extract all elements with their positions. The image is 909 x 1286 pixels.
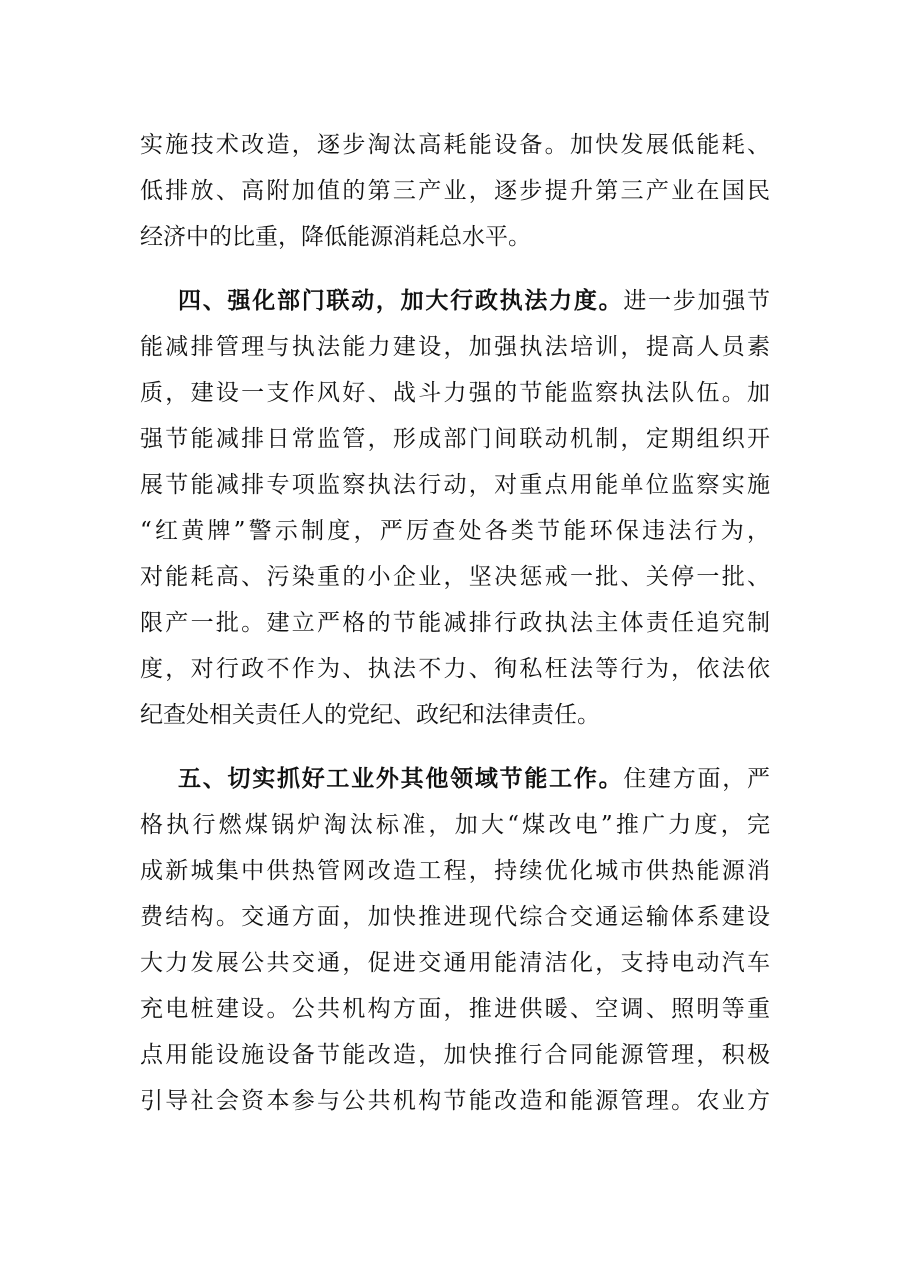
paragraph-line: 实施技术改造，逐步淘汰高耗能设备。加快发展低能耗、 (140, 132, 770, 158)
paragraph-line: 质，建设一支作风好、战斗力强的节能监察执法队伍。加 (140, 380, 770, 406)
paragraph-line: “红黄牌”警示制度，严厉查处各类节能环保违法行为， (140, 518, 770, 544)
paragraph-line: 低排放、高附加值的第三产业，逐步提升第三产业在国民 (140, 178, 770, 204)
paragraph-line: 点用能设施设备节能改造，加快推行合同能源管理，积极 (140, 1042, 770, 1068)
paragraph-line: 能减排管理与执法能力建设，加强执法培训，提高人员素 (140, 334, 770, 360)
paragraph-line: 充电桩建设。公共机构方面，推进供暖、空调、照明等重 (140, 996, 770, 1022)
paragraph-line: 对能耗高、污染重的小企业，坚决惩戒一批、关停一批、 (140, 564, 770, 590)
paragraph-line: 大力发展公共交通，促进交通用能清洁化，支持电动汽车 (140, 950, 770, 976)
paragraph-text: 住建方面，严 (623, 766, 770, 792)
section-heading: 四、强化部门联动，加大行政执法力度。 (178, 287, 624, 314)
paragraph-line: 经济中的比重，降低能源消耗总水平。 (140, 224, 531, 250)
paragraph-line: 成新城集中供热管网改造工程，持续优化城市供热能源消 (140, 858, 770, 884)
section-heading: 五、切实抓好工业外其他领域节能工作。 (178, 765, 624, 792)
paragraph-line: 格执行燃煤锅炉淘汰标准，加大“煤改电”推广力度，完 (140, 812, 770, 838)
paragraph-line: 限产一批。建立严格的节能减排行政执法主体责任追究制 (140, 610, 770, 636)
paragraph-line: 纪查处相关责任人的党纪、政纪和法律责任。 (140, 702, 600, 728)
paragraph-text: 进一步加强节 (623, 288, 770, 314)
paragraph-line: 度，对行政不作为、执法不力、徇私枉法等行为，依法依 (140, 656, 770, 682)
section-five-first-line (178, 764, 770, 794)
paragraph-line: 引导社会资本参与公共机构节能改造和能源管理。农业方 (140, 1088, 770, 1114)
paragraph-line: 费结构。交通方面，加快推进现代综合交通运输体系建设 (140, 904, 770, 930)
paragraph-line: 展节能减排专项监察执法行动，对重点用能单位监察实施 (140, 472, 770, 498)
paragraph-line: 强节能减排日常监管，形成部门间联动机制，定期组织开 (140, 426, 770, 452)
section-four-first-line (178, 286, 770, 316)
